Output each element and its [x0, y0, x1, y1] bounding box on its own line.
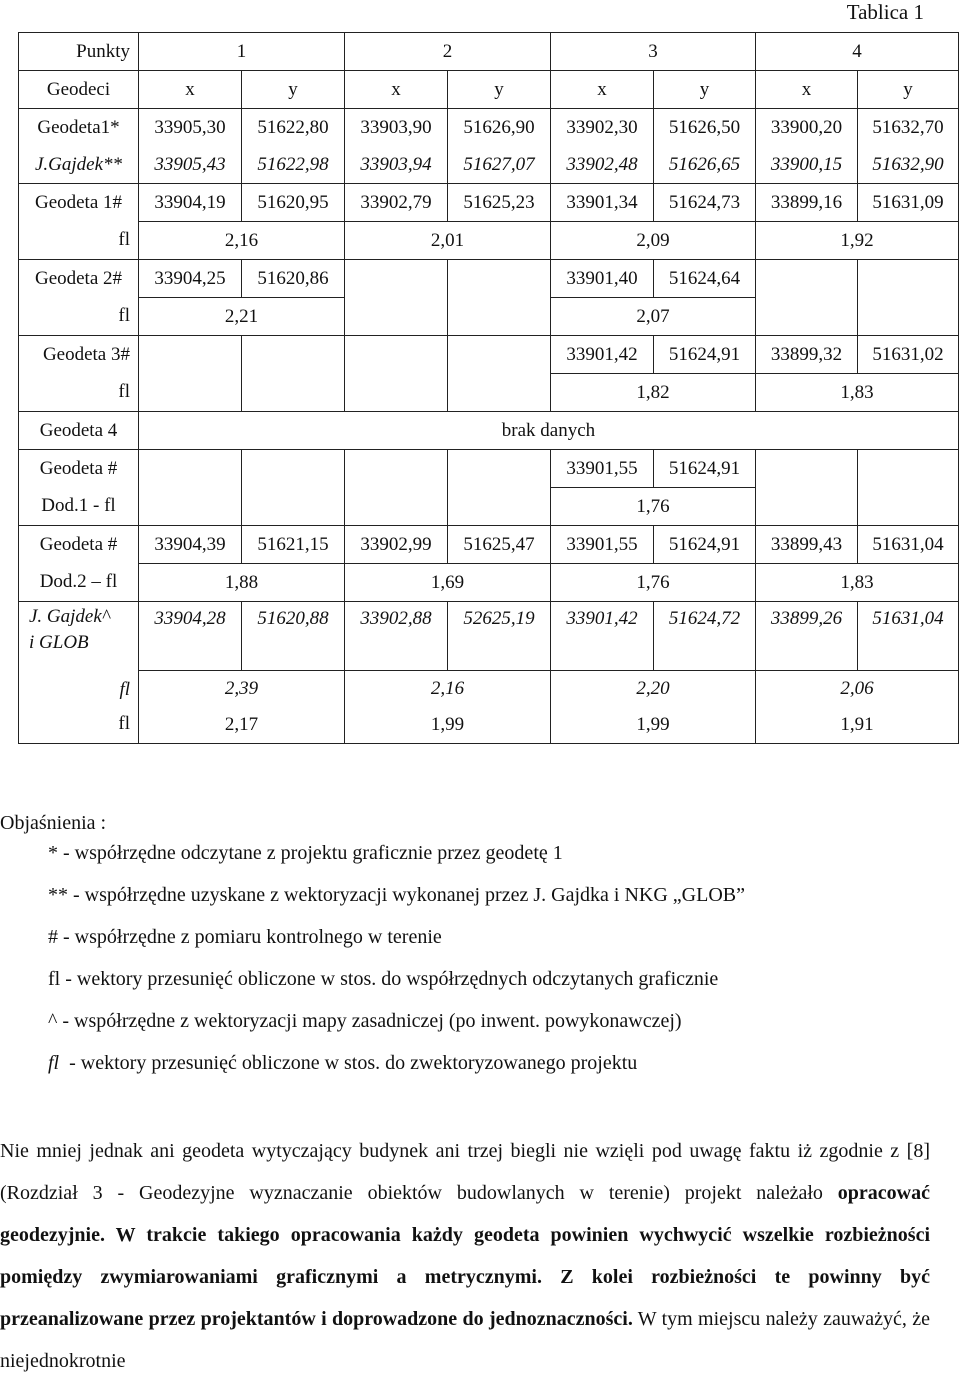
cell: 51624,64 [654, 260, 756, 298]
cell [448, 298, 551, 336]
row-label-line: fl [119, 678, 130, 700]
table-row [19, 564, 959, 602]
row-label [19, 602, 139, 671]
note-line: ^ - współrzędne z wektoryzacji mapy zasadniczej (po inwent. powykonawczej) [48, 1010, 682, 1032]
cell: 33901,34 [551, 184, 654, 222]
paragraph-text: Nie mniej jednak ani geodeta wytyczający budynek ani trzej biegli nie wzięli pod uwagę faktu iż zgodnie z [8] (Rozdział 3 - Geodezyjne wyznaczanie obiektów budowlanych w terenie) projekt należało [0, 1140, 930, 1204]
cell [448, 336, 551, 374]
table-row [19, 602, 959, 671]
cell: 51621,15 [242, 526, 345, 564]
row-label: Geodeta1* [19, 109, 139, 147]
cell [242, 450, 345, 488]
table-row [19, 260, 959, 298]
cell: 51632,70 [858, 109, 959, 147]
axis-header: y [654, 71, 756, 109]
table-row [19, 109, 959, 147]
cell-value: 2,17 [224, 714, 259, 735]
cell: 2,21 [139, 298, 345, 336]
axis-header: x [345, 71, 448, 109]
cell [858, 260, 959, 298]
cell [448, 450, 551, 488]
cell [242, 336, 345, 374]
cell: 51631,04 [858, 602, 959, 671]
table-row [19, 222, 959, 260]
table-row [19, 33, 959, 71]
cell: 51627,07 [448, 146, 551, 184]
cell [345, 298, 448, 336]
table-row [19, 526, 959, 564]
row-label: fl [19, 298, 139, 336]
cell: 33904,25 [139, 260, 242, 298]
row-label: J.Gajdek** [19, 146, 139, 184]
point-header: 2 [345, 33, 551, 71]
cell [345, 450, 448, 488]
cell [345, 374, 448, 412]
cell: 33902,48 [551, 146, 654, 184]
table-row [19, 298, 959, 336]
cell: 33904,19 [139, 184, 242, 222]
no-data-note: brak danych [139, 412, 959, 450]
cell: 33902,88 [345, 602, 448, 671]
row-label: Geodeta # [19, 526, 139, 564]
note-line [48, 1052, 637, 1075]
cell [139, 671, 345, 744]
cell [345, 488, 448, 526]
row-label-line: fl [118, 712, 130, 734]
cell [756, 671, 959, 744]
cell-value: 2,20 [636, 678, 670, 699]
row-label: fl [19, 222, 139, 260]
cell [858, 450, 959, 488]
cell [345, 336, 448, 374]
cell [756, 260, 858, 298]
note-line: # - współrzędne z pomiaru kontrolnego w terenie [48, 926, 442, 948]
table-row [19, 184, 959, 222]
row-label: Geodeci [19, 71, 139, 109]
cell: 51624,73 [654, 184, 756, 222]
row-label-line: J. Gajdek^ [29, 606, 110, 627]
table-row [19, 336, 959, 374]
row-label: Dod.1 - fl [19, 488, 139, 526]
table-row [19, 671, 959, 744]
axis-header: x [551, 71, 654, 109]
cell [756, 450, 858, 488]
cell-value: 2,16 [430, 678, 465, 699]
row-label: Dod.2 – fl [19, 564, 139, 602]
cell: 33899,43 [756, 526, 858, 564]
cell: 52625,19 [448, 602, 551, 671]
cell: 51624,91 [654, 526, 756, 564]
cell: 51622,80 [242, 109, 345, 147]
row-label: fl [19, 374, 139, 412]
cell: 51620,86 [242, 260, 345, 298]
cell: 2,09 [551, 222, 756, 260]
row-label: Geodeta 1# [19, 184, 139, 222]
cell: 33901,55 [551, 450, 654, 488]
cell: 33900,20 [756, 109, 858, 147]
row-label: Geodeta 2# [19, 260, 139, 298]
cell [139, 488, 242, 526]
note-symbol: fl [48, 1052, 60, 1074]
row-label: Geodeta 3# [19, 336, 139, 374]
table-row [19, 146, 959, 184]
cell: 51626,90 [448, 109, 551, 147]
cell [448, 374, 551, 412]
cell [139, 336, 242, 374]
cell: 1,92 [756, 222, 959, 260]
row-label: Geodeta # [19, 450, 139, 488]
cell: 51624,72 [654, 602, 756, 671]
cell [858, 488, 959, 526]
cell [858, 298, 959, 336]
cell: 51626,65 [654, 146, 756, 184]
cell: 2,01 [345, 222, 551, 260]
cell: 33903,94 [345, 146, 448, 184]
cell [448, 260, 551, 298]
point-header: 1 [139, 33, 345, 71]
cell: 33899,26 [756, 602, 858, 671]
body-paragraph [0, 1130, 930, 1382]
axis-header: y [858, 71, 959, 109]
table-row [19, 71, 959, 109]
cell: 51631,09 [858, 184, 959, 222]
cell: 1,76 [551, 488, 756, 526]
cell-value: 1,91 [840, 714, 874, 735]
cell: 33903,90 [345, 109, 448, 147]
note-line: * - współrzędne odczytane z projektu graficznie przez geodetę 1 [48, 842, 563, 864]
row-label-line: i GLOB [29, 632, 89, 653]
table-row [19, 412, 959, 450]
cell: 33901,40 [551, 260, 654, 298]
cell [345, 260, 448, 298]
point-header: 4 [756, 33, 959, 71]
cell [756, 298, 858, 336]
cell: 33899,16 [756, 184, 858, 222]
cell [551, 671, 756, 744]
cell: 2,07 [551, 298, 756, 336]
table-caption: Tablica 1 [846, 0, 924, 24]
note-line: ** - współrzędne uzyskane z wektoryzacji wykonanej przez J. Gajdka i NKG „GLOB” [48, 884, 745, 906]
row-label: Punkty [19, 33, 139, 71]
cell: 51631,02 [858, 336, 959, 374]
cell: 51625,23 [448, 184, 551, 222]
cell-value: 2,06 [840, 678, 874, 699]
note-line: fl - wektory przesunięć obliczone w stos. do współrzędnych odczytanych graficznie [48, 968, 719, 990]
cell: 51624,91 [654, 336, 756, 374]
paragraph-bold-text: opracować geodezyjnie. W trakcie takiego opracowania każdy geodeta powinien wychwycić wszelkie rozbieżności pomiędzy zwymiarowaniami graficznymi a metrycznymi. Z kolei rozbieżności te powinny być przeanalizowane przez projektantów i doprowadzone do jednoznaczności. [0, 1182, 930, 1330]
axis-header: x [756, 71, 858, 109]
cell-value: 2,39 [224, 678, 259, 699]
cell: 33901,42 [551, 336, 654, 374]
axis-header: y [448, 71, 551, 109]
cell: 51632,90 [858, 146, 959, 184]
cell: 51622,98 [242, 146, 345, 184]
cell-value: 1,99 [636, 714, 670, 735]
table-row [19, 488, 959, 526]
cell: 1,82 [551, 374, 756, 412]
point-header: 3 [551, 33, 756, 71]
axis-header: y [242, 71, 345, 109]
row-label [19, 671, 139, 744]
cell: 33904,28 [139, 602, 242, 671]
cell: 2,16 [139, 222, 345, 260]
axis-header: x [139, 71, 242, 109]
cell: 1,83 [756, 374, 959, 412]
cell: 51625,47 [448, 526, 551, 564]
paragraph-text: W tym miejscu należy zauważyć, że niejednokrotnie [0, 1308, 931, 1372]
cell: 51620,88 [242, 602, 345, 671]
coordinates-table [18, 32, 959, 744]
cell [139, 374, 242, 412]
row-label: Geodeta 4 [19, 412, 139, 450]
notes-heading: Objaśnienia : [0, 812, 107, 834]
cell: 33902,79 [345, 184, 448, 222]
cell [242, 488, 345, 526]
cell: 1,76 [551, 564, 756, 602]
cell [139, 450, 242, 488]
cell [242, 374, 345, 412]
cell: 51620,95 [242, 184, 345, 222]
cell: 33900,15 [756, 146, 858, 184]
cell [448, 488, 551, 526]
cell: 1,69 [345, 564, 551, 602]
table-row [19, 374, 959, 412]
cell: 33905,30 [139, 109, 242, 147]
table-row [19, 450, 959, 488]
cell: 33904,39 [139, 526, 242, 564]
cell: 51626,50 [654, 109, 756, 147]
cell: 1,83 [756, 564, 959, 602]
cell [345, 671, 551, 744]
cell: 33905,43 [139, 146, 242, 184]
cell: 33902,99 [345, 526, 448, 564]
cell: 51624,91 [654, 450, 756, 488]
cell: 33901,42 [551, 602, 654, 671]
cell: 1,88 [139, 564, 345, 602]
cell: 33902,30 [551, 109, 654, 147]
cell-value: 1,99 [430, 714, 465, 735]
cell [756, 488, 858, 526]
note-text: - wektory przesunięć obliczone w stos. do zwektoryzowanego projektu [69, 1052, 638, 1074]
cell: 33899,32 [756, 336, 858, 374]
cell: 51631,04 [858, 526, 959, 564]
cell: 33901,55 [551, 526, 654, 564]
